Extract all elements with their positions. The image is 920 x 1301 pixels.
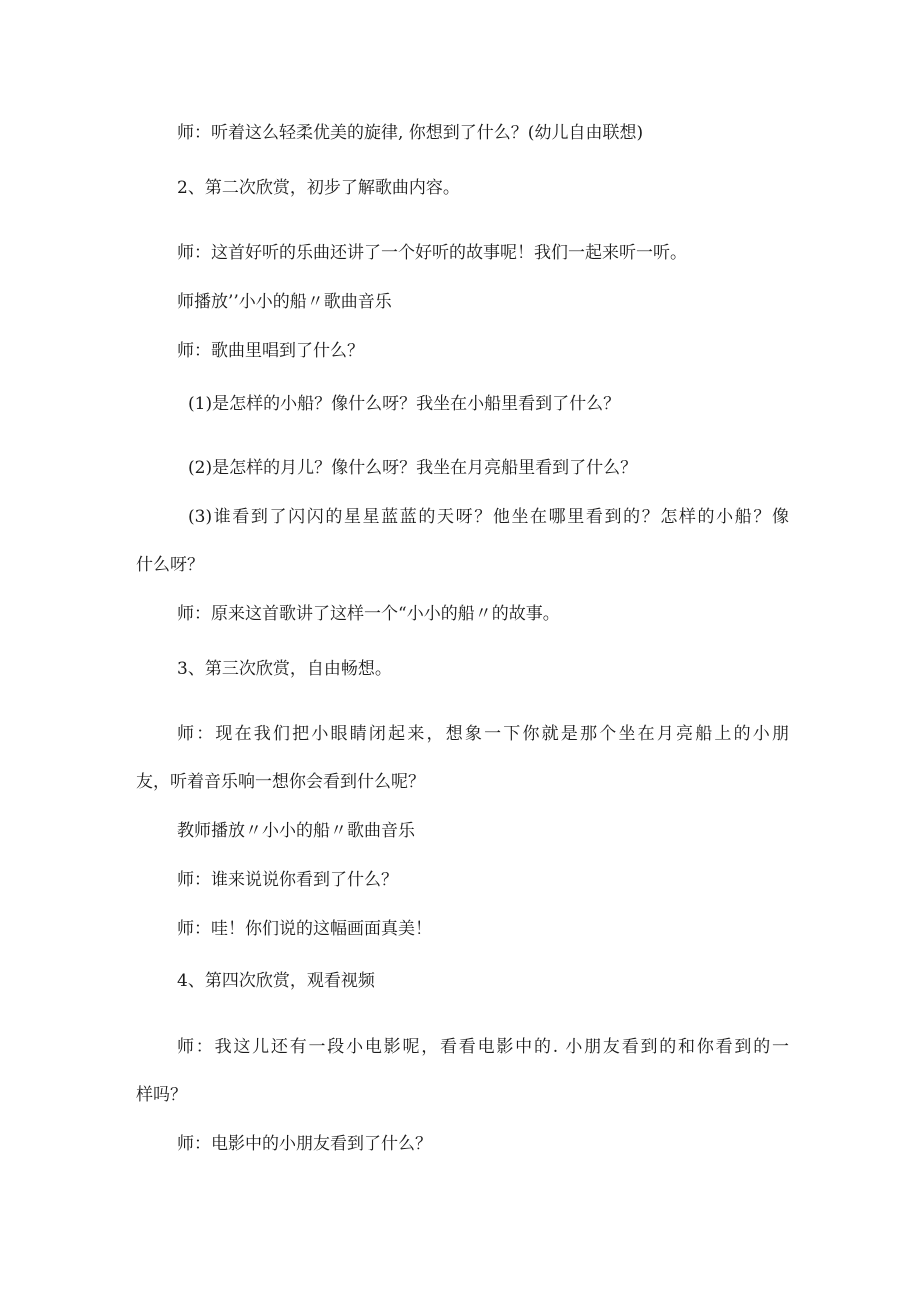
paragraph-teacher-story: 师：这首好听的乐曲还讲了一个好听的故事呢！我们一起来听一听。 xyxy=(177,243,687,263)
list-item-2: (2)是怎样的月儿？像什么呀？我坐在月亮船里看到了什么？ xyxy=(188,458,638,478)
section-heading-2: 2、第二次欣赏，初步了解歌曲内容。 xyxy=(177,178,460,198)
paragraph-teacher-movie-line-2: 样吗？ xyxy=(136,1085,187,1105)
paragraph-teacher-who-tells: 师：谁来说说你看到了什么？ xyxy=(177,870,398,890)
list-item-3-line-1: (3)谁看到了闪闪的星星蓝蓝的天呀？他坐在哪里看到的？怎样的小船？像 xyxy=(188,507,789,527)
paragraph-teacher-question-melody: 师：听着这么轻柔优美的旋律, 你想到了什么？(幼儿自由联想) xyxy=(177,123,644,143)
paragraph-teacher-plays-music-2: 教师播放〃小小的船〃歌曲音乐 xyxy=(177,821,415,841)
paragraph-teacher-beautiful: 师：哇！你们说的这幅画面真美！ xyxy=(177,919,432,939)
section-heading-3: 3、第三次欣赏，自由畅想。 xyxy=(177,659,392,679)
paragraph-teacher-plays-music: 师播放’’小小的船〃歌曲音乐 xyxy=(177,292,392,312)
paragraph-teacher-what-sung: 师：歌曲里唱到了什么？ xyxy=(177,341,364,361)
paragraph-teacher-imagine-line-2: 友，听着音乐响一想你会看到什么呢？ xyxy=(136,772,425,792)
paragraph-teacher-imagine-line-1: 师：现在我们把小眼睛闭起来，想象一下你就是那个坐在月亮船上的小朋 xyxy=(177,724,789,744)
paragraph-teacher-movie-question: 师：电影中的小朋友看到了什么？ xyxy=(177,1134,432,1154)
list-item-3-line-2: 什么呀？ xyxy=(136,555,204,575)
section-heading-4: 4、第四次欣赏，观看视频 xyxy=(177,971,375,991)
paragraph-teacher-story-summary: 师：原来这首歌讲了这样一个“小小的船〃的故事。 xyxy=(177,604,560,624)
list-item-1: (1)是怎样的小船？像什么呀？我坐在小船里看到了什么？ xyxy=(188,394,621,414)
paragraph-teacher-movie-line-1: 师：我这儿还有一段小电影呢，看看电影中的. 小朋友看到的和你看到的一 xyxy=(177,1037,789,1057)
